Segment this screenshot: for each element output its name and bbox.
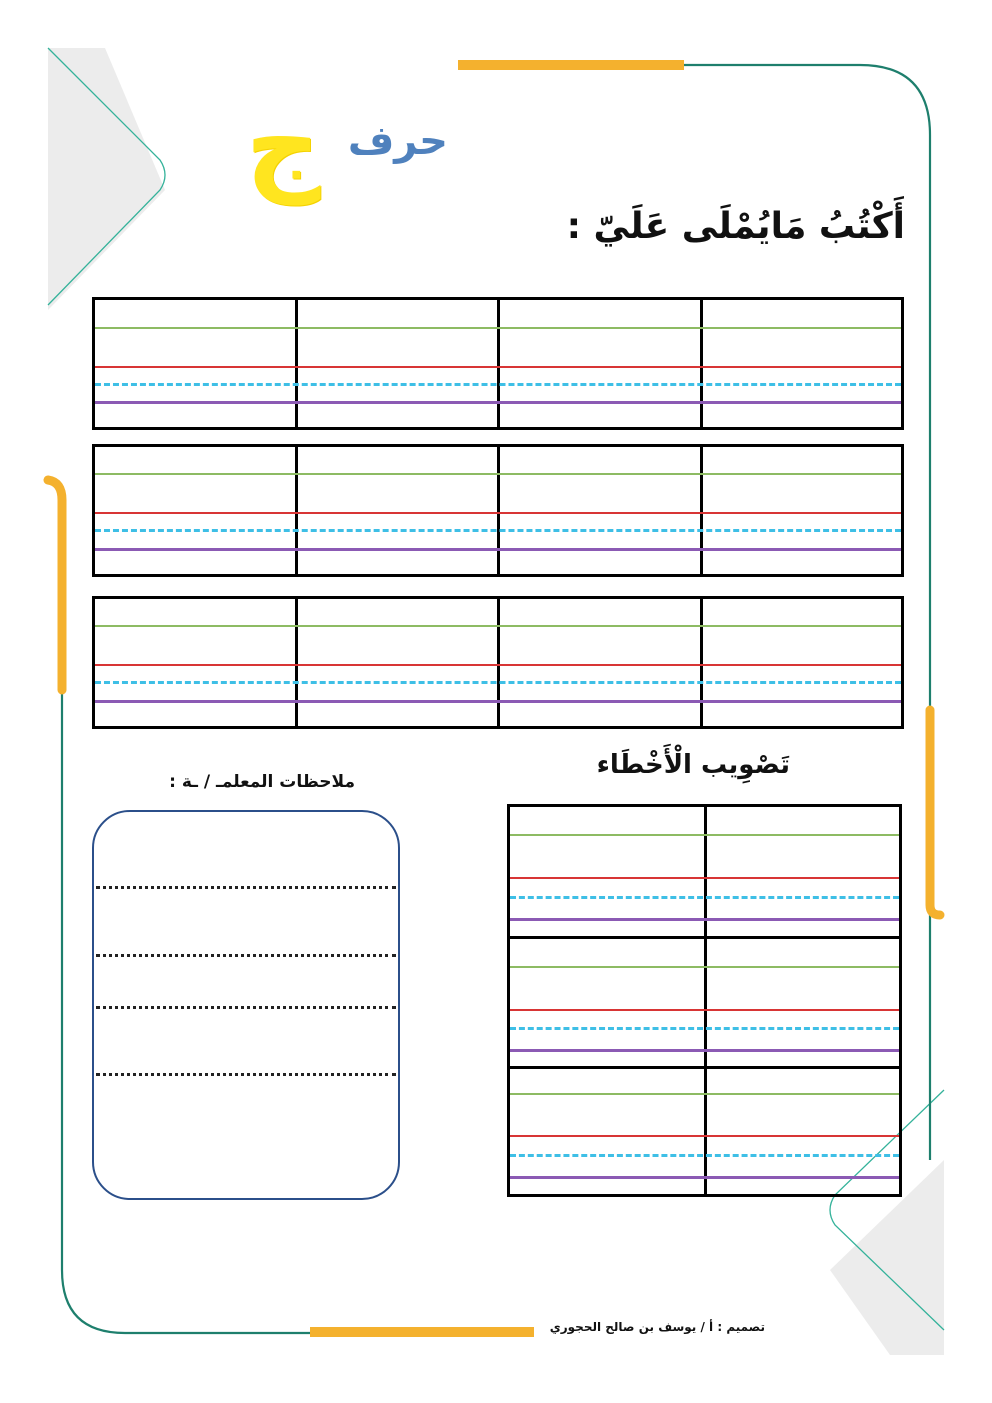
guide-line-green [510, 966, 899, 968]
block-separator [510, 936, 899, 939]
guide-line-red [95, 512, 901, 514]
grid-column-divider [497, 447, 500, 574]
accent-bar-right [930, 710, 940, 915]
title-word: حرف [347, 118, 448, 164]
guide-line-purple [95, 700, 901, 703]
grid-column-divider [700, 599, 703, 726]
writing-grid-2[interactable] [92, 444, 904, 577]
guide-line-blue-dashed [510, 896, 899, 899]
guide-line-purple [510, 1049, 899, 1052]
grid-column-divider [497, 599, 500, 726]
guide-line-blue-dashed [510, 1154, 899, 1157]
guide-line-green [510, 1093, 899, 1095]
grid-column-divider [295, 599, 298, 726]
accent-bar-left [48, 480, 62, 690]
guide-line-purple [510, 1176, 899, 1179]
corner-triangle-top-left [48, 48, 165, 310]
instruction-heading: أَكْتُبُ مَايُمْلَى عَلَيّ : [566, 206, 905, 247]
guide-line-blue-dashed [95, 529, 901, 532]
guide-line-purple [95, 401, 901, 404]
guide-line-purple [510, 918, 899, 921]
accent-bar-top [458, 60, 684, 70]
corrections-heading: تَصْوِيب الْأَخْطَاء [596, 750, 790, 780]
accent-bar-bottom [310, 1327, 534, 1337]
teacher-notes-heading: ملاحظات المعلمـ / ـة : [169, 772, 355, 792]
dotted-line [96, 1006, 396, 1009]
guide-line-green [95, 473, 901, 475]
writing-grid-1[interactable] [92, 297, 904, 430]
designer-credit: تصميم : أ / يوسف بن صالح الحجوري [549, 1320, 765, 1334]
dotted-line [96, 886, 396, 889]
writing-grid-3[interactable] [92, 596, 904, 729]
guide-line-green [95, 327, 901, 329]
guide-line-red [510, 1135, 899, 1137]
grid-column-divider [295, 300, 298, 427]
teacher-notes-box[interactable] [92, 810, 400, 1200]
corrections-grid[interactable] [507, 804, 902, 1197]
guide-line-red [510, 877, 899, 879]
grid-column-divider [295, 447, 298, 574]
grid-column-divider [700, 300, 703, 427]
guide-line-green [95, 625, 901, 627]
dotted-line [96, 954, 396, 957]
guide-line-green [510, 834, 899, 836]
guide-line-purple [95, 548, 901, 551]
title-letter: ج [245, 83, 321, 205]
grid-column-divider [700, 447, 703, 574]
guide-line-red [95, 366, 901, 368]
guide-line-blue-dashed [95, 383, 901, 386]
block-separator [510, 1066, 899, 1069]
grid-column-divider [497, 300, 500, 427]
guide-line-red [510, 1009, 899, 1011]
guide-line-red [95, 664, 901, 666]
dotted-line [96, 1073, 396, 1076]
guide-line-blue-dashed [95, 681, 901, 684]
guide-line-blue-dashed [510, 1027, 899, 1030]
